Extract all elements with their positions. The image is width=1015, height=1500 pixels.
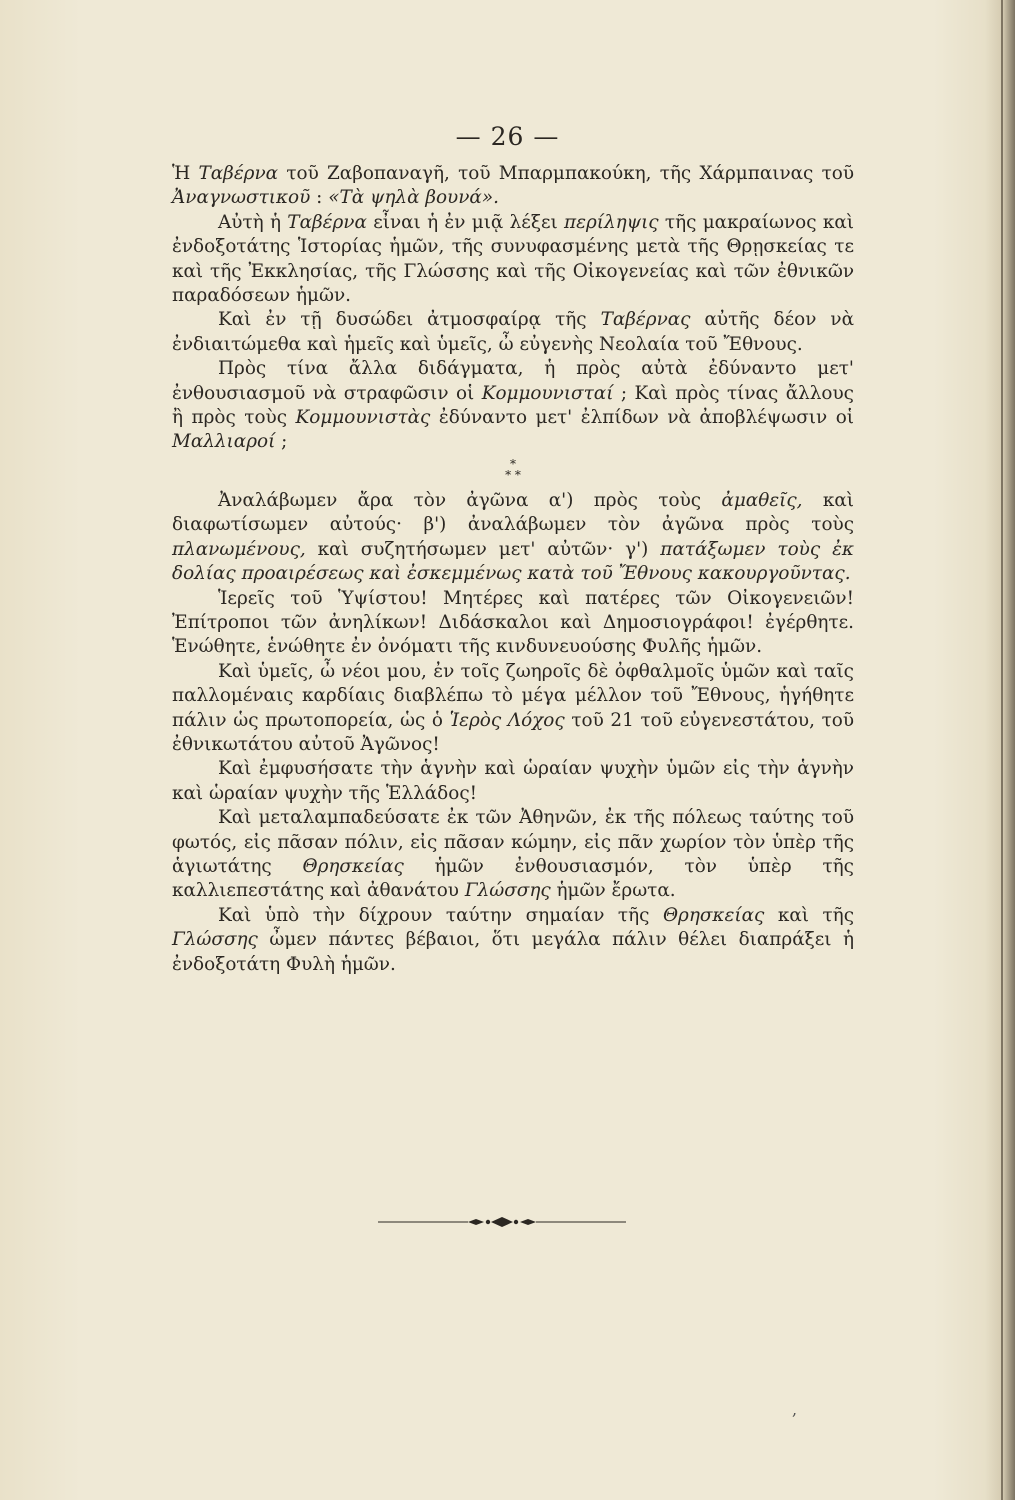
text-run: καὶ τῆς: [764, 904, 855, 926]
text-run: Καὶ μεταλαμπαδεύσατε ἐκ τῶν Ἀθηνῶν, ἐκ τῆς πόλεως ταύτης τοῦ φωτός, εἰς πᾶσαν πόλιν, εἰς πᾶσαν κώμην, εἰς πᾶν χωρίον τὸν ὑπὲρ τῆς ἁγιωτάτης: [172, 807, 854, 877]
paragraph-7: Καὶ ἐμφυσήσατε τὴν ἁγνὴν καὶ ὡραίαν ψυχὴν ὑμῶν εἰς τὴν ἁγνὴν καὶ ὡραίαν ψυχὴν τῆς Ἑλλάδος!: [172, 758, 854, 804]
italic-run: Θρησκείας: [302, 855, 404, 877]
italic-run: Γλώσσης: [172, 929, 258, 951]
paragraph-3: [172, 357, 854, 455]
text-run: ὦμεν πάντες βέβαιοι, ὅτι μεγάλα πάλιν θέλει διαπράξει ἡ ἐνδοξοτάτη Φυλὴ ἡμῶν.: [172, 929, 854, 975]
body-text: [172, 162, 854, 977]
text-run: Καὶ ὑμεῖς, ὦ νέοι μου, ἐν τοῖς ζωηροῖς δὲ ὀφθαλμοῖς ὑμῶν καὶ ταῖς παλλομέναις καρδίαις διαβλέπω τὸ μέγα μέλλον τοῦ Ἔθνους, ἡγήθητε πάλιν ὡς πρωτοπορεία, ὡς ὁ: [172, 660, 854, 731]
paragraph-4: [172, 489, 854, 587]
text-run: τοῦ 21 τοῦ εὐγενεστάτου, τοῦ ἐθνικωτάτου αὐτοῦ Ἀγῶνος!: [172, 709, 855, 755]
text-run: ;: [275, 431, 288, 453]
text-run: Αὐτὴ ἡ: [218, 211, 288, 233]
italic-run: Μαλλιαροί: [172, 431, 276, 453]
text-run: Ἡ: [172, 163, 199, 184]
page-number: — 26 —: [455, 122, 560, 151]
italic-run: Κομμουνισταί: [481, 382, 614, 404]
paragraph-5: Ἱερεῖς τοῦ Ὑψίστου! Μητέρες καὶ πατέρες τῶν Οἰκογενειῶν! Ἐπίτροποι τῶν ἀνηλίκων! Διδάσκαλοι καὶ Δημοσιογράφοι! ἐγέρθητε. Ἑνώθητε, ἑνώθητε ἐν ὀνόματι τῆς κινδυνευούσης Φυλῆς ἡμῶν.: [172, 587, 854, 658]
asterism-bottom: * *: [505, 467, 521, 482]
text-run: Καὶ ὑπὸ τὴν δίχρουν ταύτην σημαίαν τῆς: [218, 904, 663, 926]
text-run: ἡμῶν ἐνθουσιασμόν, τὸν ὑπὲρ τῆς καλλιεπεστάτης καὶ ἀθανάτου: [172, 855, 854, 902]
ornamental-rule-icon: [378, 1215, 626, 1229]
text-run: :: [310, 187, 329, 209]
italic-run: Ταβέρνα: [198, 163, 279, 184]
italic-run: Ταβέρνα: [287, 211, 367, 233]
italic-run: Ταβέρνας: [600, 309, 691, 331]
paragraph-1: [172, 211, 854, 309]
italic-run: ἀμαθεῖς,: [721, 489, 803, 511]
page-edge-line: [1001, 0, 1003, 1500]
text-run: καὶ συζητήσωμεν μετ' αὐτῶν· γ'): [305, 538, 661, 560]
text-run: Ἀναλάβωμεν ἄρα τὸν ἀγῶνα α') πρὸς τοὺς: [218, 489, 722, 511]
asterism-top: *: [510, 456, 516, 471]
paragraph-6: [172, 660, 854, 758]
ink-speck: ,: [792, 1400, 798, 1419]
page-edge-shadow: [985, 0, 1015, 1500]
text-run: τῆς μακραίωνος καὶ ἐνδοξοτάτης Ἱστορίας ἡμῶν, τῆς συνυφασμένης μετὰ τῆς Θρῃσκείας τε καὶ τῆς Ἐκκλησίας, τῆς Γλώσσης καὶ τῆς Οἰκογενείας καὶ τῶν ἐθνικῶν παραδόσεων ἡμῶν.: [172, 211, 854, 307]
asterism: [172, 456, 854, 482]
paragraph-9: [172, 904, 854, 977]
italic-run: «Τὰ ψηλὰ βουνά».: [328, 187, 499, 209]
italic-run: πατάξωμεν τοὺς ἐκ δολίας προαιρέσεως καὶ ἐσκεμμένως κατὰ τοῦ Ἔθνους κακουργοῦντας.: [172, 538, 854, 585]
text-run: Πρὸς τίνα ἄλλα διδάγματα, ἡ πρὸς αὐτὰ ἐδύναντο μετ' ἐνθουσιασμοῦ νὰ στραφῶσιν οἱ: [172, 358, 854, 404]
italic-run: πλανωμένους,: [172, 538, 306, 560]
text-run: ἡμῶν ἔρωτα.: [550, 880, 676, 902]
text-run: εἶναι ἡ ἐν μιᾷ λέξει: [366, 211, 564, 233]
text-run: καὶ διαφωτίσωμεν αὐτούς· β') ἀναλάβωμεν τὸν ἀγῶνα πρὸς τοὺς: [172, 489, 854, 536]
italic-run: περίληψις: [564, 211, 659, 233]
text-run: Καὶ ἐν τῇ δυσώδει ἀτμοσφαίρᾳ τῆς: [218, 309, 601, 331]
italic-run: Ἱερὸς Λόχος: [449, 709, 565, 731]
italic-run: Θρησκείας: [662, 904, 765, 926]
text-run: αὐτῆς δέον νὰ ἐνδιαιτώμεθα καὶ ἡμεῖς καὶ ὑμεῖς, ὦ εὐγενὴς Νεολαία τοῦ Ἔθνους.: [172, 309, 854, 355]
paragraph-2: [172, 308, 854, 357]
intro-paragraph: [172, 162, 854, 211]
text-run: ; Καὶ πρὸς τίνας ἄλλους ἢ πρὸς τοὺς: [172, 382, 854, 429]
italic-run: Γλώσσης: [464, 880, 551, 902]
paragraph-8: [172, 806, 854, 904]
text-run: τοῦ Ζαβοπαναγῆ, τοῦ Μπαρμπακούκη, τῆς Χάρμπαινας τοῦ: [278, 163, 855, 184]
italic-run: Ἀναγνωστικοῦ: [172, 187, 311, 209]
text-run: ἐδύναντο μετ' ἐλπίδων νὰ ἀποβλέψωσιν οἱ: [430, 407, 854, 429]
italic-run: Κομμουνιστὰς: [295, 407, 431, 429]
